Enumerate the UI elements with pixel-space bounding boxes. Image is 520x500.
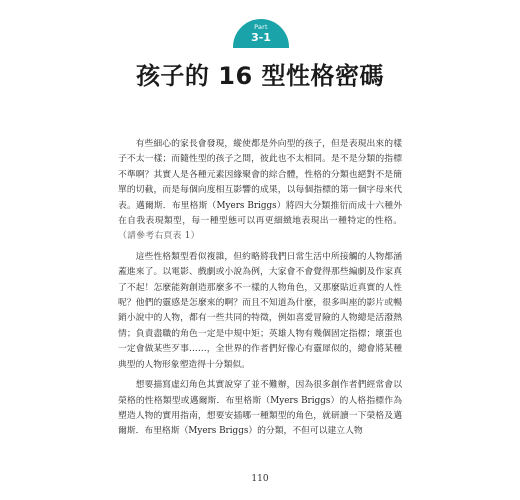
paragraph-2	[118, 250, 402, 373]
paragraph-3	[118, 378, 402, 440]
badge-underline	[233, 47, 289, 48]
paragraph-2-text: 這些性格類型看似複雜，但約略將我們日常生活中所接觸的人物都涵蓋進來了。以電影、戲劇或小說為例，大家會不會覺得那些編劇及作家真了不起！怎麼能夠創造那麼多不一樣的人物角色，又那麼貼近真實的人性呢？他們的靈感是怎麼來的啊？而且不知道為什麼，很多叫座的影片或暢銷小說中的人物，都有一些共同的特徵，例如喜愛冒險的人物總是活潑熱情；負責盡職的角色一定是中規中矩；英雄人物有幾個固定指標；壞蛋也一定會做某些歹事……，全世界的作者們好像心有靈犀似的，總會將某種典型的人物形象塑造得十分類似。	[118, 251, 402, 370]
paragraph-3-text: 想要描寫虛幻角色其實說穿了並不難辦，因為很多創作者們經常會以榮格的性格類型或邁爾斯．布里格斯（Myers Briggs）的人格指標作為塑造人物的實用指南，想要安插哪一種類型的角色，就研讀一下榮格及邁爾斯．布里格斯（Myers Briggs）的分類，不但可以建立人物	[118, 380, 402, 437]
paragraph-1	[118, 137, 402, 245]
part-label: Part	[254, 23, 268, 31]
page-title: 孩子的 16 型性格密碼	[135, 62, 385, 90]
page-number: 110	[251, 474, 269, 484]
body-text	[118, 137, 402, 445]
part-number: 3-1	[251, 31, 271, 44]
paragraph-1-text: 有些細心的家長會發現，縱使都是外向型的孩子，但是表現出來的樣子不太一樣；而隨性型的孩子之間，彼此也不太相同。是不是分類的指標不準啊？其實人是各種元素因緣聚會的綜合體，性格的分類也絕對不是簡單的切截，而是每個向度相互影響的成果，以每個指標的第一個字母來代表。邁爾斯．布里格斯（Myers Briggs）將四大分類推衍而成十六種外在自我表現類型，每一種型態可以再更細緻地表現出一種特定的性格。	[118, 139, 402, 227]
table-reference-note: （請參考右頁表 1）	[118, 231, 200, 242]
part-badge	[233, 19, 289, 47]
